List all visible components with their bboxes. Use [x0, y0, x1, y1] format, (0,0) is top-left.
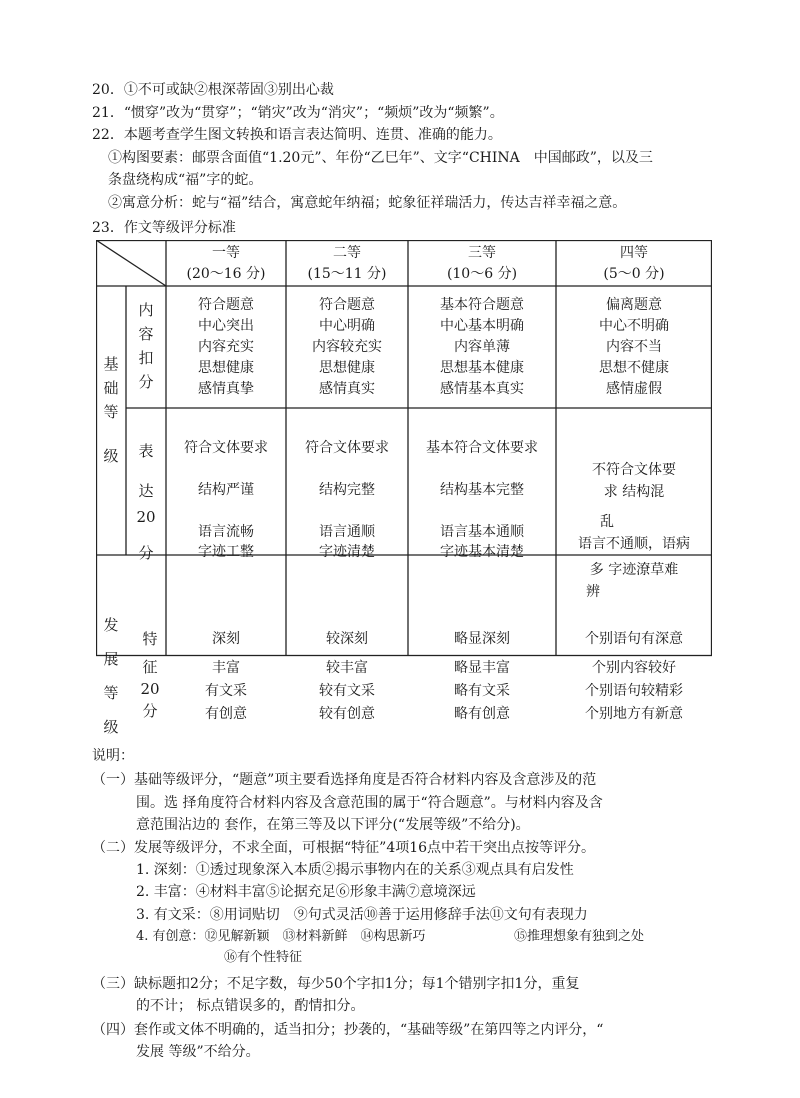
- note-3-cont: 的不计； 标点错误多的，酌情扣分。: [136, 998, 365, 1014]
- content-grade-3: 基本符合题意 中心基本明确 内容单薄 思想基本健康 感情基本真实: [440, 297, 524, 397]
- expression-grade-1: 符合文体要求 结构严谨 语言流畅 字迹工整: [184, 440, 268, 560]
- note-3: （三）缺标题扣2分；不足字数，每少50个字扣1分；每1个错别字扣1分，重复: [92, 976, 580, 992]
- content-grade-4: 偏离题意 中心不明确 内容不当 思想不健康 感情虚假: [599, 297, 669, 397]
- note-4-cont: 发展 等级”不给分。: [136, 1044, 260, 1060]
- expression-grade-3: 基本符合文体要求 结构基本完整 语言基本通顺 字迹基本清楚: [426, 440, 538, 560]
- q22-point1: ①构图要素：邮票含面值“1.20元”、年份“乙巳年”、文字“CHINA 中国邮政”，以及三: [108, 150, 653, 166]
- expression-label: 表 达 20 分: [136, 442, 156, 562]
- note-2-item-1: 1. 深刻：①透过现象深入本质②揭示事物内在的关系③观点具有启发性: [136, 862, 574, 878]
- q20-answer: 20．①不可或缺②根深蒂固③别出心裁: [92, 82, 334, 98]
- q23-title: 23．作文等级评分标准: [92, 220, 236, 236]
- note-1-cont-b: 意范围沾边的 套作，在第三等及以下评分(“发展等级”不给分)。: [136, 817, 530, 833]
- development-grade-2: 较深刻 较丰富 较有文采 较有创意: [319, 631, 375, 722]
- development-grade-1: 深刻 丰富 有文采 有创意: [205, 631, 247, 722]
- grade-4-header: 四等 (5～0 分): [603, 245, 665, 282]
- note-2-item-4: 4. 有创意：⑫见解新颖 ⑬材料新鲜 ⑭构思新巧: [136, 929, 426, 944]
- grade-3-header: 三等 (10～6 分): [446, 245, 518, 282]
- note-2-item-3: 3. 有文采：⑧用词贴切 ⑨句式灵活⑩善于运用修辞手法⑪文句有表现力: [136, 907, 588, 923]
- content-grade-2: 符合题意 中心明确 内容较充实 思想健康 感情真实: [312, 297, 382, 397]
- q22-point2: ②寓意分析：蛇与“福”结合，寓意蛇年纳福；蛇象征祥瑞活力，传达吉祥幸福之意。: [108, 195, 627, 211]
- q22-point1-cont: 条盘绕构成“福”字的蛇。: [108, 172, 263, 188]
- grade-1-header: 一等 (20～16 分): [186, 245, 266, 282]
- note-2: （二）发展等级评分，不求全面，可根据“特征”4项16点中若干突出点按等评分。: [92, 840, 596, 856]
- expression-grade-4: 不符合文体要 求 结构混 乱 语言不通顺，语病 多 字迹潦草难 辨: [578, 462, 690, 600]
- basic-level-label: 基 础 等 级: [103, 355, 119, 465]
- notes-title: 说明：: [92, 748, 134, 764]
- note-1: （一）基础等级评分，“题意”项主要看选择角度是否符合材料内容及含意涉及的范: [92, 772, 597, 788]
- note-2-item-2: 2. 丰富：④材料丰富⑤论据充足⑥形象丰满⑦意境深远: [136, 884, 476, 900]
- grade-2-header: 二等 (15～11 分): [307, 245, 387, 282]
- feature-label: 特 征 20 分: [140, 630, 160, 720]
- q21-answer: 21．“惯穿”改为“贯穿”；“销灾”改为“消灾”；“频烦”改为“频繁”。: [92, 105, 504, 121]
- q22-title: 22．本题考查学生图文转换和语言表达简明、连贯、准确的能力。: [92, 127, 502, 143]
- content-label: 内 容 扣 分: [138, 301, 154, 391]
- development-level-label: 发 展 等 级: [103, 616, 119, 736]
- note-1-cont-a: 围。选 择角度符合材料内容及含意范围的属于“符合题意”。与材料内容及含: [136, 795, 603, 811]
- expression-grade-2: 符合文体要求 结构完整 语言通顺 字迹清楚: [305, 440, 389, 560]
- note-2-item-4-extra: ⑮推理想象有独到之处: [514, 929, 645, 944]
- content-grade-1: 符合题意 中心突出 内容充实 思想健康 感情真挚: [198, 297, 254, 397]
- development-grade-4: 个别语句有深意 个别内容较好 个别语句较精彩 个别地方有新意: [585, 631, 683, 722]
- essay-scoring-table: [96, 240, 712, 736]
- development-grade-3: 略显深刻 略显丰富 略有文采 略有创意: [454, 631, 510, 722]
- note-2-item-4-cont: ⑯有个性特征: [224, 950, 303, 965]
- note-4: （四）套作或文体不明确的，适当扣分；抄袭的，“基础等级”在第四等之内评分，“: [92, 1022, 604, 1038]
